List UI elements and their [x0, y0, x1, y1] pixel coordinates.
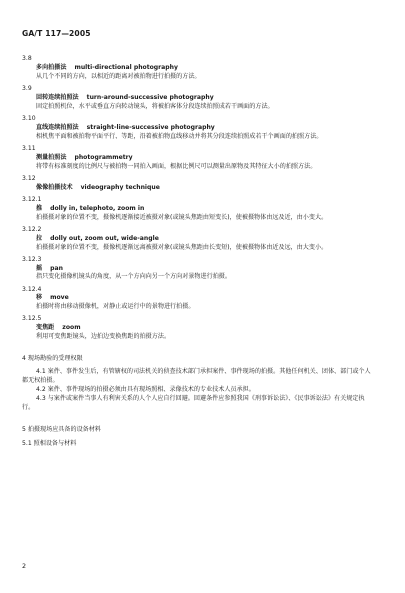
term-chinese: 推	[36, 204, 43, 212]
term-definition: 将带有标准刻度的比例尺与被拍物一同拍入画面，根据比例尺可以测量出原物及其特征大小的拍照方法。	[36, 162, 317, 170]
term-definition: 利用可变焦距镜头，边拍边变换焦距的拍摄方法。	[36, 333, 171, 341]
term-chinese: 多向拍摄法	[36, 64, 67, 72]
section-4-title: 4 现场勘验的受理权限	[22, 355, 83, 363]
term-english: turn-around-successive photography	[86, 94, 214, 101]
term-definition: 拍摄时将由移动摄像机，对静止或运行中的景物进行拍摄。	[36, 303, 195, 311]
term-definition: 指只变化摄像机镜头的角度，从一个方向向另一个方向对景物进行拍摄。	[36, 273, 231, 281]
term-english: videography technique	[80, 183, 160, 191]
term-chinese: 像像拍摄技术	[36, 183, 73, 191]
term-english: dolly in, telephoto, zoom in	[50, 204, 145, 212]
term-heading	[36, 64, 375, 73]
page-number: 2	[22, 562, 27, 570]
term-chinese: 移	[36, 294, 43, 302]
term-definition: 相机焦平面和被拍物平面平行、等距，沿着被拍物直线移动并将其分段连续拍照成若干个画面的拍照方法。	[36, 132, 323, 140]
term-heading	[36, 94, 375, 103]
term-english: straight-line-successive photography	[86, 123, 215, 131]
clause-number: 3.12.5	[22, 315, 42, 323]
entry-3-12-4	[22, 286, 375, 313]
document-body	[22, 52, 375, 448]
clause-5-1-title: 5.1 照相设备与材料	[22, 439, 77, 447]
term-english: dolly out, zoom out, wide-angle	[50, 234, 159, 242]
entry-3-12-2	[22, 226, 375, 253]
clause-number: 3.9	[22, 85, 32, 93]
standard-code-header: GA/T 117—2005	[22, 29, 91, 38]
term-definition: 固定拍照机位，水平或垂直方向转动镜头，将被拍客体分段连续拍照成若干画面的方法。	[36, 102, 274, 110]
clause-4-3: 4.3 与案件或案件当事人有利害关系的人个人应自行回避。回避条件应参照我国《刑事诉讼法》、《民事诉讼法》有关规定执行。	[22, 394, 365, 411]
entry-3-12-1	[22, 196, 375, 223]
term-chinese: 回转连续拍照法	[36, 94, 79, 101]
clause-number: 3.12.4	[22, 285, 42, 293]
term-heading	[36, 205, 375, 214]
term-heading	[36, 235, 375, 244]
entry-3-8	[22, 55, 375, 82]
term-heading	[36, 294, 375, 303]
term-heading	[36, 154, 375, 163]
entry-3-11	[22, 145, 375, 172]
clause-number: 3.11	[22, 144, 36, 152]
entry-3-9	[22, 85, 375, 112]
term-definition: 拍摄摄对象的位置不变，摄像机逐渐远离被摄对象(或镜头焦距由长变短)，使被摄物体由近及远，由大变小。	[36, 243, 328, 251]
entry-3-12-5	[22, 315, 375, 342]
clause-number: 3.12.2	[22, 225, 42, 233]
clause-number: 3.8	[22, 55, 32, 63]
term-definition: 从几个不同的方向，以相近的距离对被拍物进行拍摄的方法。	[36, 73, 201, 80]
entry-3-12	[22, 175, 375, 193]
clause-number: 3.12.1	[22, 195, 42, 203]
clause-4-1: 4.1 案件、事件发生后，有管辖权的司法机关的侦查技术部门承担案件、事件现场的拍摄。其他任何机关、团体、部门或个人都无权拍摄。	[22, 368, 371, 384]
term-chinese: 直线连续拍照法	[36, 123, 79, 131]
term-chinese: 变焦距	[36, 324, 55, 332]
term-heading	[36, 124, 375, 133]
term-definition: 拍摄摄对象的位置不变，摄像机逐渐接近被摄对象(或镜头焦距由短变长)，使被摄物体由远及近，由小变大。	[36, 213, 328, 221]
clause-4-2: 4.2 案件、事件现场的拍摄必须由具有现场照相、录像技术的专业技术人员承担。	[36, 385, 255, 393]
term-chinese: 拉	[36, 234, 43, 242]
term-chinese: 测量拍照法	[36, 153, 67, 161]
term-english: pan	[50, 264, 63, 272]
term-english: photogrammetry	[74, 153, 133, 161]
term-english: multi-directional photography	[74, 64, 178, 72]
clause-number: 3.12.3	[22, 255, 42, 263]
entry-3-12-3	[22, 256, 375, 283]
entry-3-10	[22, 115, 375, 142]
section-5-title: 5 拍摄现场应具备的设备材料	[22, 425, 101, 433]
term-heading	[36, 324, 375, 333]
clause-number: 3.10	[22, 115, 36, 122]
clause-number: 3.12	[22, 174, 36, 182]
term-english: move	[50, 294, 69, 302]
term-chinese: 摇	[36, 264, 43, 272]
term-heading	[36, 184, 375, 193]
term-english: zoom	[62, 324, 81, 332]
